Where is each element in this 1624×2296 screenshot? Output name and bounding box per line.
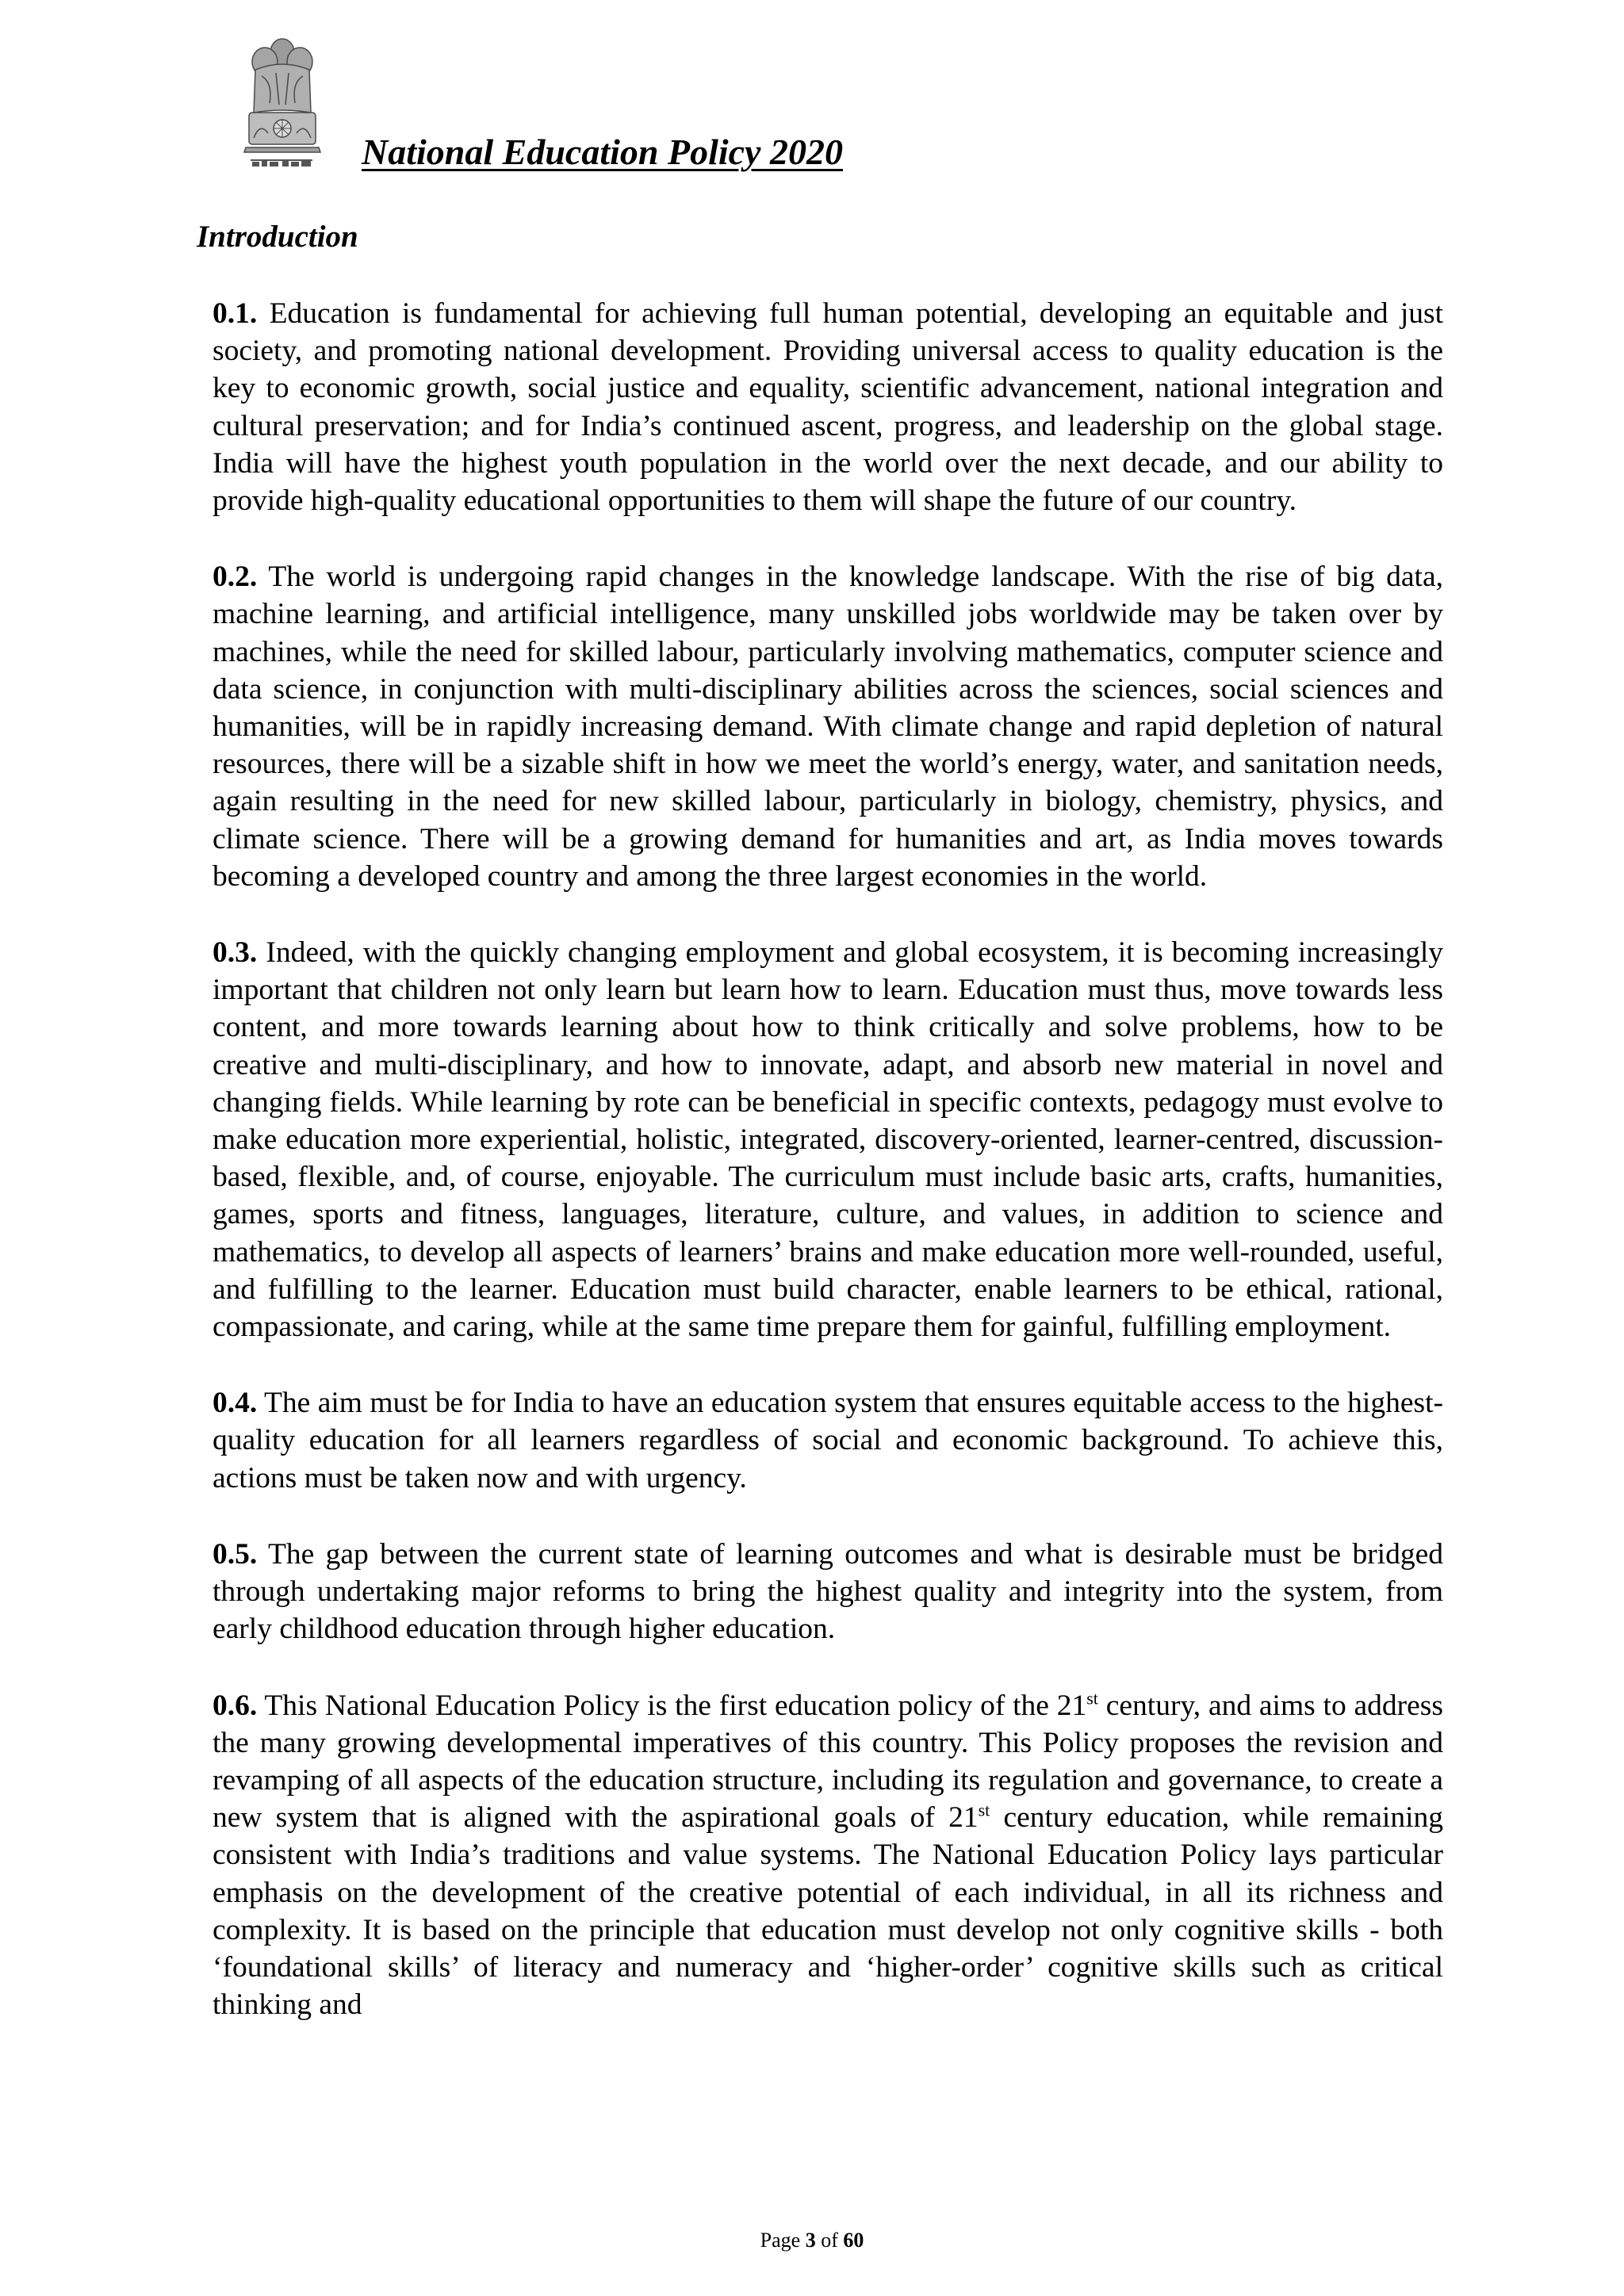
paragraph (213, 1536, 1443, 1648)
page-label: Page (760, 2229, 806, 2252)
paragraph-text: This National Education Policy is the first education policy of the 21 (257, 1689, 1087, 1722)
paragraph-number: 0.5. (213, 1537, 258, 1571)
current-page-number: 3 (805, 2229, 816, 2252)
paragraph-text: century, and aims to address the many growing developmental imperatives of this country. This Policy proposes the revision and revamping of all aspects of the education structure, including its regulation and governance, to create a new system that is aligned with the aspirational goals of 21 (213, 1689, 1443, 1835)
paragraph-text: Education is fundamental for achieving full human potential, developing an equitable and just society, and promoting national development. Providing universal access to quality education is the key to economic growth, social justice and equality, scientific advancement, national integration and cultural preservation; and for India’s continued ascent, progress, and leadership on the global stage. India will have the highest youth population in the world over the next decade, and our ability to provide high-quality educational opportunities to them will shape the future of our country. (213, 297, 1443, 518)
paragraph (213, 934, 1443, 1345)
page-footer (0, 2228, 1624, 2252)
paragraph-list (213, 295, 1443, 2062)
superscript-ordinal: st (1086, 1688, 1098, 1708)
paragraph-number: 0.4. (213, 1387, 258, 1420)
document-title: National Education Policy 2020 (362, 132, 843, 172)
paragraph (213, 295, 1443, 519)
paragraph-number: 0.6. (213, 1689, 258, 1722)
paragraph-text: century education, while remaining consistent with India’s traditions and value systems. The National Education Policy lays particular emphasis on the development of the creative potential of each individual, in all its richness and complexity. It is based on the principle that education must develop not only cognitive skills - both ‘foundational skills’ of literacy and numeracy and ‘higher-order’ cognitive skills such as critical thinking and (213, 1801, 1443, 2022)
paragraph-number: 0.3. (213, 936, 258, 970)
paragraph-number: 0.2. (213, 561, 258, 594)
paragraph-number: 0.1. (213, 297, 258, 330)
paragraph-text: The world is undergoing rapid changes in the knowledge landscape. With the rise of big data, machine learning, and artificial intelligence, many unskilled jobs worldwide may be taken over by machines, while the need for skilled labour, particularly involving mathematics, computer science and data science, in conjunction with multi-disciplinary abilities across the sciences, social sciences and humanities, will be in rapidly increasing demand. With climate change and rapid depletion of natural resources, there will be a sizable shift in how we meet the world’s energy, water, and sanitation needs, again resulting in the need for new skilled labour, particularly in biology, chemistry, physics, and climate science. There will be a growing demand for humanities and art, as India moves towards becoming a developed country and among the three largest economies in the world. (213, 561, 1443, 893)
paragraph (213, 1687, 1443, 2024)
paragraph (213, 1384, 1443, 1497)
paragraph-text: The gap between the current state of learning outcomes and what is desirable must be bridged through undertaking major reforms to bring the highest quality and integrity into the system, from early childhood education through higher education. (213, 1537, 1443, 1646)
page-separator: of (815, 2229, 844, 2252)
total-pages-number: 60 (843, 2229, 864, 2252)
superscript-ordinal: st (978, 1800, 990, 1820)
paragraph-text: Indeed, with the quickly changing employment and global ecosystem, it is becoming increasingly important that children not only learn but learn how to learn. Education must thus, move towards less content, and more towards learning about how to think critically and solve problems, how to be creative and multi-disciplinary, and how to innovate, adapt, and absorb new material in novel and changing fields. While learning by rote can be beneficial in specific contexts, pedagogy must evolve to make education more experiential, holistic, integrated, discovery-oriented, learner-centred, discussion-based, flexible, and, of course, enjoyable. The curriculum must include basic arts, crafts, humanities, games, sports and fitness, languages, literature, culture, and values, in addition to science and mathematics, to develop all aspects of learners’ brains and make education more well-rounded, useful, and fulfilling to the learner. Education must build character, enable learners to be ethical, rational, compassionate, and caring, while at the same time prepare them for gainful, fulfilling employment. (213, 936, 1443, 1344)
paragraph (213, 558, 1443, 895)
paragraph-text: The aim must be for India to have an education system that ensures equitable access to the highest-quality education for all learners regardless of social and economic background. To achieve this, actions must be taken now and with urgency. (213, 1387, 1443, 1494)
india-state-emblem-icon (238, 35, 327, 176)
section-heading: Introduction (197, 220, 358, 254)
